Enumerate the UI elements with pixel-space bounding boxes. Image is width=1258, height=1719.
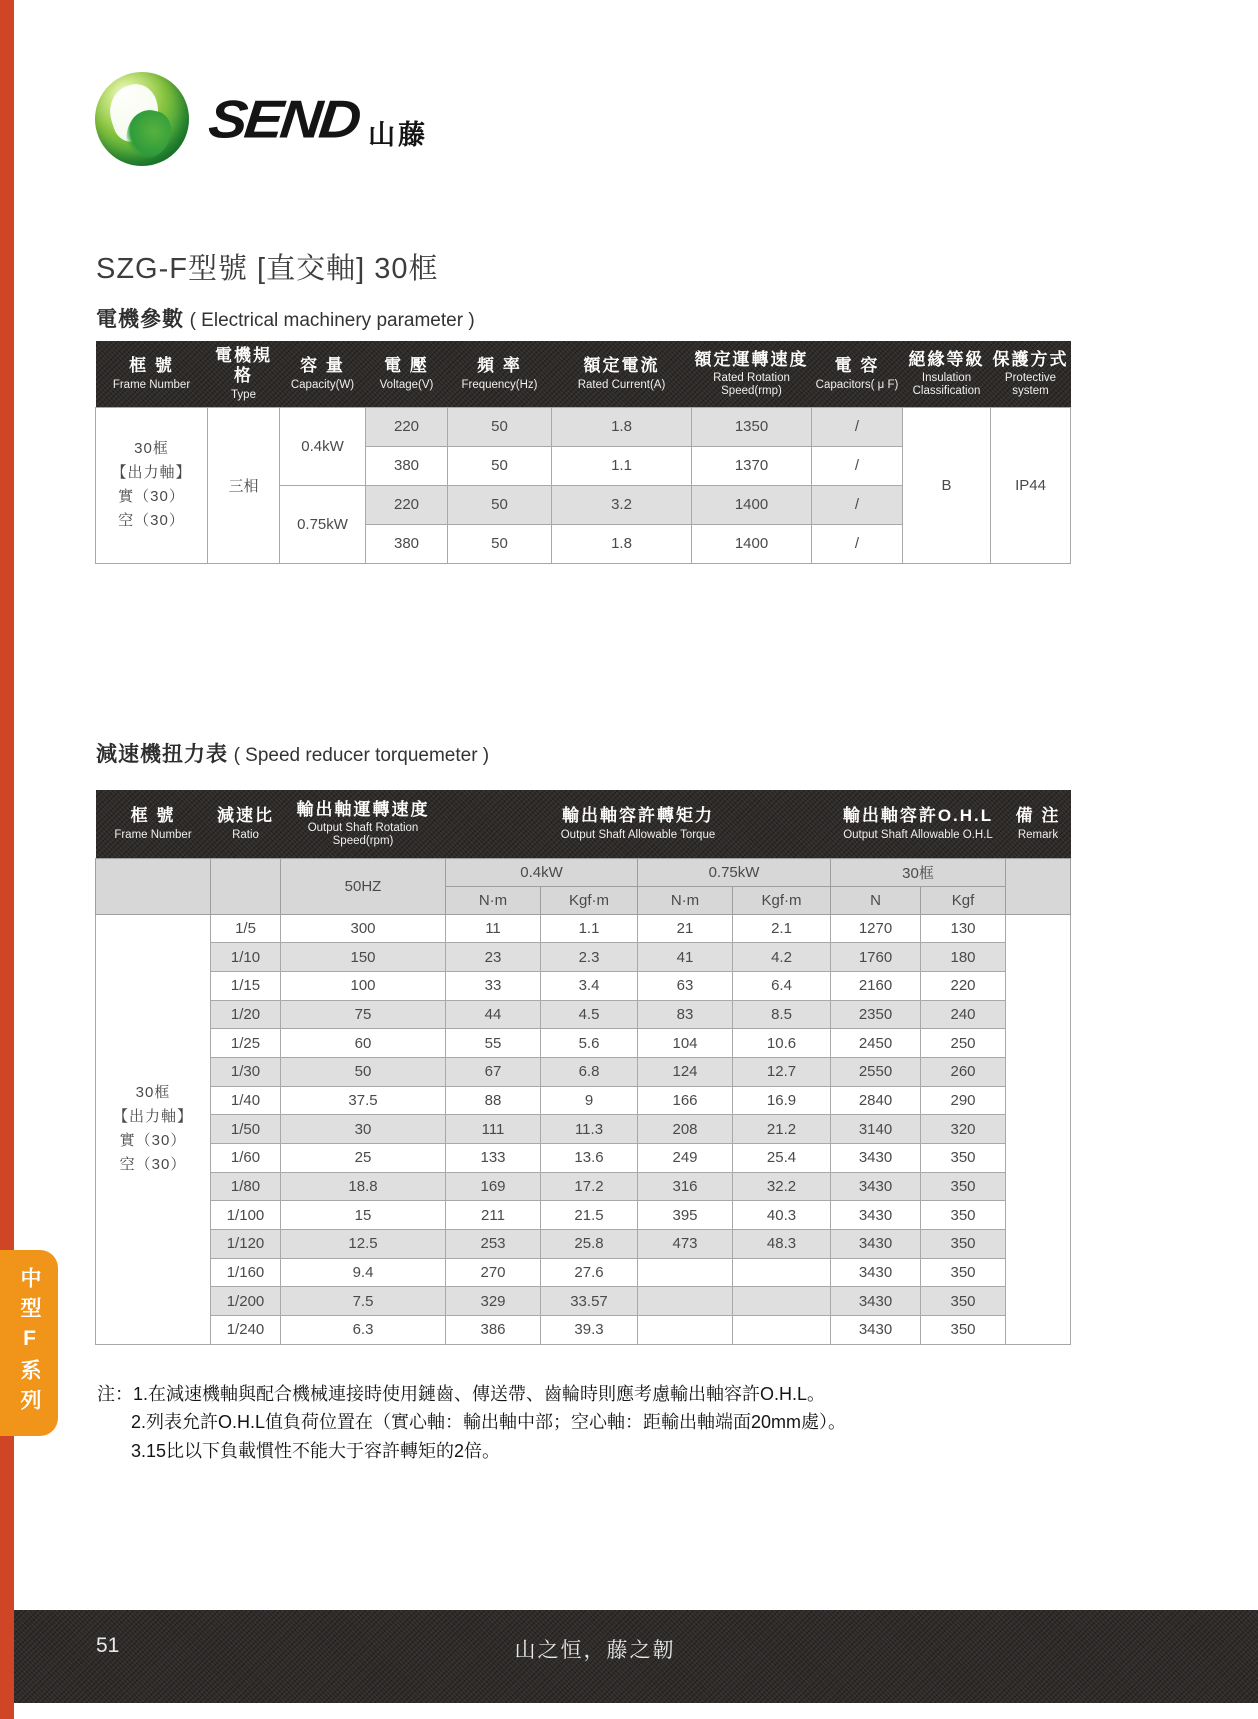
motor-section-title-cjk: 電機參數 xyxy=(96,308,184,331)
torque-075-kgfm-cell xyxy=(733,1316,831,1345)
torque-row xyxy=(96,1230,1071,1259)
col-frequency: 頻 率 Frequency(Hz) xyxy=(461,356,538,391)
torque-075-kgfm-cell: 8.5 xyxy=(733,1000,831,1029)
ohl-kgf-cell: 350 xyxy=(921,1287,1006,1316)
voltage-cell: 220 xyxy=(366,485,448,524)
ohl-kgf-cell: 290 xyxy=(921,1086,1006,1115)
col-capacitors: 電 容 Capacitors( μ F) xyxy=(815,356,899,391)
note-line xyxy=(97,1437,1017,1465)
torque-075-nm-cell: 21 xyxy=(638,914,733,943)
motor-row xyxy=(96,407,1071,446)
speed-cell: 6.3 xyxy=(281,1316,446,1345)
motor-section-heading xyxy=(96,303,475,333)
torque-075-nm-cell: 208 xyxy=(638,1115,733,1144)
torque-04-kgfm-cell: 11.3 xyxy=(541,1115,638,1144)
torque-table xyxy=(95,790,1071,1345)
col-frame-number: 框 號 Frame Number xyxy=(114,806,192,841)
torque-075-nm-cell: 124 xyxy=(638,1057,733,1086)
motor-table-header xyxy=(96,341,1071,407)
subheader-ratio-blank xyxy=(211,858,281,914)
ohl-kgf-cell: 350 xyxy=(921,1230,1006,1259)
capacitor-cell: / xyxy=(812,524,903,563)
torque-row xyxy=(96,914,1071,943)
subheader-30frame: 30框 xyxy=(831,858,1006,886)
torque-row xyxy=(96,1144,1071,1173)
torque-04-kgfm-cell: 39.3 xyxy=(541,1316,638,1345)
torque-075-kgfm-cell: 16.9 xyxy=(733,1086,831,1115)
torque-04-nm-cell: 253 xyxy=(446,1230,541,1259)
torque-04-kgfm-cell: 13.6 xyxy=(541,1144,638,1173)
speed-cell: 300 xyxy=(281,914,446,943)
torque-row xyxy=(96,1316,1071,1345)
torque-row xyxy=(96,1172,1071,1201)
notes-block xyxy=(97,1380,1017,1465)
speed-cell: 9.4 xyxy=(281,1258,446,1287)
torque-row xyxy=(96,1029,1071,1058)
torque-075-kgfm-cell xyxy=(733,1287,831,1316)
torque-row xyxy=(96,1201,1071,1230)
page-edge-strip xyxy=(0,0,14,1719)
motor-parameters-table xyxy=(95,341,1071,564)
ratio-cell: 1/15 xyxy=(211,971,281,1000)
speed-cell: 150 xyxy=(281,943,446,972)
ohl-kgf-cell: 350 xyxy=(921,1172,1006,1201)
torque-04-nm-cell: 23 xyxy=(446,943,541,972)
speed-cell: 37.5 xyxy=(281,1086,446,1115)
ratio-cell: 1/5 xyxy=(211,914,281,943)
torque-075-kgfm-cell: 40.3 xyxy=(733,1201,831,1230)
speed-cell: 25 xyxy=(281,1144,446,1173)
torque-04-nm-cell: 33 xyxy=(446,971,541,1000)
torque-04-nm-cell: 329 xyxy=(446,1287,541,1316)
current-cell: 1.1 xyxy=(552,446,692,485)
torque-row xyxy=(96,1086,1071,1115)
unit-kgfm: Kgf·m xyxy=(541,886,638,914)
torque-04-kgfm-cell: 9 xyxy=(541,1086,638,1115)
torque-075-kgfm-cell: 2.1 xyxy=(733,914,831,943)
ohl-n-cell: 3140 xyxy=(831,1115,921,1144)
current-cell: 1.8 xyxy=(552,407,692,446)
ohl-n-cell: 1760 xyxy=(831,943,921,972)
frequency-cell: 50 xyxy=(448,485,552,524)
current-cell: 1.8 xyxy=(552,524,692,563)
frequency-cell: 50 xyxy=(448,407,552,446)
ohl-n-cell: 2840 xyxy=(831,1086,921,1115)
ohl-kgf-cell: 250 xyxy=(921,1029,1006,1058)
ratio-cell: 1/120 xyxy=(211,1230,281,1259)
torque-row xyxy=(96,1258,1071,1287)
speed-cell: 12.5 xyxy=(281,1230,446,1259)
ohl-n-cell: 1270 xyxy=(831,914,921,943)
page-number: 51 xyxy=(96,1634,120,1657)
torque-04-nm-cell: 55 xyxy=(446,1029,541,1058)
torque-04-kgfm-cell: 3.4 xyxy=(541,971,638,1000)
note-text: 2.列表允許O.H.L值負荷位置在（實心軸：輸出軸中部；空心軸：距輸出軸端面20mm處）。 xyxy=(131,1412,847,1433)
torque-04-kgfm-cell: 5.6 xyxy=(541,1029,638,1058)
insulation-cell: B xyxy=(903,407,991,563)
speed-cell: 75 xyxy=(281,1000,446,1029)
torque-075-kgfm-cell: 25.4 xyxy=(733,1144,831,1173)
brand-logo xyxy=(95,72,428,166)
voltage-cell: 380 xyxy=(366,446,448,485)
torque-04-nm-cell: 88 xyxy=(446,1086,541,1115)
torque-075-nm-cell: 473 xyxy=(638,1230,733,1259)
col-allowable-ohl: 輸出軸容許O.H.L Output Shaft Allowable O.H.L xyxy=(842,806,994,841)
torque-04-kgfm-cell: 17.2 xyxy=(541,1172,638,1201)
torque-section-title-cjk: 減速機扭力表 xyxy=(96,743,228,766)
ohl-n-cell: 3430 xyxy=(831,1201,921,1230)
col-output-speed: 輸出軸運轉速度 Output Shaft Rotation Speed(rpm) xyxy=(296,799,430,847)
ohl-kgf-cell: 350 xyxy=(921,1316,1006,1345)
torque-04-nm-cell: 67 xyxy=(446,1057,541,1086)
torque-075-nm-cell: 83 xyxy=(638,1000,733,1029)
unit-nm: N·m xyxy=(446,886,541,914)
ratio-cell: 1/10 xyxy=(211,943,281,972)
torque-075-nm-cell: 41 xyxy=(638,943,733,972)
torque-075-kgfm-cell: 10.6 xyxy=(733,1029,831,1058)
speed-cell: 18.8 xyxy=(281,1172,446,1201)
ohl-n-cell: 3430 xyxy=(831,1258,921,1287)
torque-075-nm-cell: 316 xyxy=(638,1172,733,1201)
torque-075-kgfm-cell xyxy=(733,1258,831,1287)
page-title: SZG-F型號 [直交軸] 30框 xyxy=(96,253,439,285)
ratio-cell: 1/60 xyxy=(211,1144,281,1173)
capacitor-cell: / xyxy=(812,446,903,485)
ohl-n-cell: 3430 xyxy=(831,1144,921,1173)
unit-kgf: Kgf xyxy=(921,886,1006,914)
torque-04-kgfm-cell: 6.8 xyxy=(541,1057,638,1086)
ohl-n-cell: 3430 xyxy=(831,1316,921,1345)
unit-kgfm: Kgf·m xyxy=(733,886,831,914)
ohl-kgf-cell: 180 xyxy=(921,943,1006,972)
torque-04-kgfm-cell: 1.1 xyxy=(541,914,638,943)
frame-number-cell: 30框 【出力軸】 實（30） 空（30） xyxy=(96,407,208,563)
voltage-cell: 220 xyxy=(366,407,448,446)
torque-075-nm-cell: 104 xyxy=(638,1029,733,1058)
note-label: 注： xyxy=(97,1384,133,1404)
series-side-tab xyxy=(0,1250,58,1436)
ohl-n-cell: 3430 xyxy=(831,1172,921,1201)
capacitor-cell: / xyxy=(812,485,903,524)
torque-075-nm-cell: 395 xyxy=(638,1201,733,1230)
ohl-n-cell: 2160 xyxy=(831,971,921,1000)
ohl-n-cell: 2550 xyxy=(831,1057,921,1086)
torque-04-kgfm-cell: 21.5 xyxy=(541,1201,638,1230)
torque-04-nm-cell: 169 xyxy=(446,1172,541,1201)
torque-04-nm-cell: 270 xyxy=(446,1258,541,1287)
ohl-kgf-cell: 240 xyxy=(921,1000,1006,1029)
speed-cell: 30 xyxy=(281,1115,446,1144)
speed-cell: 50 xyxy=(281,1057,446,1086)
col-frame-number: 框 號 Frame Number xyxy=(112,356,191,391)
ratio-cell: 1/100 xyxy=(211,1201,281,1230)
speed-cell: 7.5 xyxy=(281,1287,446,1316)
col-capacity: 容 量 Capacity(W) xyxy=(290,356,355,391)
frequency-cell: 50 xyxy=(448,446,552,485)
torque-04-nm-cell: 386 xyxy=(446,1316,541,1345)
subheader-04kw: 0.4kW xyxy=(446,858,638,886)
torque-row xyxy=(96,943,1071,972)
torque-row xyxy=(96,1115,1071,1144)
ohl-kgf-cell: 260 xyxy=(921,1057,1006,1086)
voltage-cell: 380 xyxy=(366,524,448,563)
torque-075-kgfm-cell: 32.2 xyxy=(733,1172,831,1201)
torque-04-nm-cell: 133 xyxy=(446,1144,541,1173)
ohl-n-cell: 3430 xyxy=(831,1230,921,1259)
torque-075-kgfm-cell: 21.2 xyxy=(733,1115,831,1144)
torque-table-body xyxy=(96,914,1071,1344)
send-globe-icon xyxy=(95,72,189,166)
capacity-cell: 0.4kW xyxy=(280,407,366,485)
protective-cell: IP44 xyxy=(991,407,1071,563)
ratio-cell: 1/30 xyxy=(211,1057,281,1086)
ohl-n-cell: 3430 xyxy=(831,1287,921,1316)
col-protective: 保護方式 Protective system xyxy=(992,349,1069,398)
speed-cell: 15 xyxy=(281,1201,446,1230)
torque-075-kgfm-cell: 12.7 xyxy=(733,1057,831,1086)
footer-slogan: 山之恒，藤之韌 xyxy=(514,1639,676,1662)
torque-04-kgfm-cell: 2.3 xyxy=(541,943,638,972)
speed-cell: 1350 xyxy=(692,407,812,446)
speed-cell: 1400 xyxy=(692,524,812,563)
col-type: 電機規格 Type xyxy=(215,346,272,401)
type-cell: 三相 xyxy=(208,407,280,563)
col-voltage: 電 壓 Voltage(V) xyxy=(379,356,434,391)
torque-section-heading xyxy=(96,738,489,768)
note-text: 1.在減速機軸與配合機械連接時使用鏈齒、傳送帶、齒輪時則應考慮輸出軸容許O.H.L。 xyxy=(133,1384,826,1404)
current-cell: 3.2 xyxy=(552,485,692,524)
subheader-075kw: 0.75kW xyxy=(638,858,831,886)
subheader-frame-blank xyxy=(96,858,211,914)
torque-section-title-en: ( Speed reducer torquemeter ) xyxy=(233,745,490,766)
torque-row xyxy=(96,1000,1071,1029)
ohl-n-cell: 2350 xyxy=(831,1000,921,1029)
note-line xyxy=(97,1408,1017,1436)
frame-number-cell: 30框 【出力軸】 實（30） 空（30） xyxy=(96,914,211,1344)
ratio-cell: 1/200 xyxy=(211,1287,281,1316)
torque-row xyxy=(96,1057,1071,1086)
torque-075-nm-cell: 249 xyxy=(638,1144,733,1173)
ratio-cell: 1/240 xyxy=(211,1316,281,1345)
brand-wordmark-cjk: 山藤 xyxy=(368,119,429,150)
torque-04-nm-cell: 11 xyxy=(446,914,541,943)
speed-cell: 1370 xyxy=(692,446,812,485)
ohl-kgf-cell: 350 xyxy=(921,1144,1006,1173)
col-remark: 備 注 Remark xyxy=(1015,806,1061,841)
speed-cell: 100 xyxy=(281,971,446,1000)
ohl-n-cell: 2450 xyxy=(831,1029,921,1058)
torque-04-nm-cell: 44 xyxy=(446,1000,541,1029)
torque-row xyxy=(96,1287,1071,1316)
ratio-cell: 1/20 xyxy=(211,1000,281,1029)
speed-cell: 60 xyxy=(281,1029,446,1058)
col-allowable-torque: 輸出軸容許轉矩力 Output Shaft Allowable Torque xyxy=(560,806,716,841)
col-rated-current: 額定電流 Rated Current(A) xyxy=(577,356,666,391)
remark-cell xyxy=(1006,914,1071,1344)
torque-04-kgfm-cell: 33.57 xyxy=(541,1287,638,1316)
capacitor-cell: / xyxy=(812,407,903,446)
torque-04-nm-cell: 211 xyxy=(446,1201,541,1230)
torque-04-nm-cell: 111 xyxy=(446,1115,541,1144)
torque-075-kgfm-cell: 4.2 xyxy=(733,943,831,972)
torque-04-kgfm-cell: 25.8 xyxy=(541,1230,638,1259)
col-rated-speed: 額定運轉速度 Rated Rotation Speed(rmp) xyxy=(694,349,809,398)
frequency-cell: 50 xyxy=(448,524,552,563)
ratio-cell: 1/50 xyxy=(211,1115,281,1144)
page-footer xyxy=(0,1610,1258,1703)
ohl-kgf-cell: 350 xyxy=(921,1258,1006,1287)
ratio-cell: 1/160 xyxy=(211,1258,281,1287)
unit-nm: N·m xyxy=(638,886,733,914)
subheader-50hz: 50HZ xyxy=(281,858,446,914)
capacity-cell: 0.75kW xyxy=(280,485,366,563)
brand-wordmark: SEND xyxy=(205,89,362,149)
torque-075-nm-cell: 63 xyxy=(638,971,733,1000)
subheader-remark-blank xyxy=(1006,858,1071,914)
series-side-tab-label: 中型F系列 xyxy=(18,1267,41,1419)
note-line xyxy=(97,1380,1017,1408)
torque-04-kgfm-cell: 27.6 xyxy=(541,1258,638,1287)
torque-075-kgfm-cell: 48.3 xyxy=(733,1230,831,1259)
torque-075-nm-cell xyxy=(638,1316,733,1345)
torque-075-nm-cell xyxy=(638,1287,733,1316)
ratio-cell: 1/25 xyxy=(211,1029,281,1058)
motor-parameters-table-wrap xyxy=(95,341,1071,564)
torque-table-wrap xyxy=(95,790,1071,1345)
ratio-cell: 1/40 xyxy=(211,1086,281,1115)
col-insulation: 絕緣等級 Insulation Classification xyxy=(908,349,985,398)
note-text: 3.15比以下負載慣性不能大于容許轉矩的2倍。 xyxy=(131,1440,501,1461)
torque-075-nm-cell: 166 xyxy=(638,1086,733,1115)
torque-04-kgfm-cell: 4.5 xyxy=(541,1000,638,1029)
ratio-cell: 1/80 xyxy=(211,1172,281,1201)
speed-cell: 1400 xyxy=(692,485,812,524)
ohl-kgf-cell: 320 xyxy=(921,1115,1006,1144)
torque-table-header xyxy=(96,790,1071,914)
ohl-kgf-cell: 350 xyxy=(921,1201,1006,1230)
ohl-kgf-cell: 220 xyxy=(921,971,1006,1000)
torque-075-kgfm-cell: 6.4 xyxy=(733,971,831,1000)
ohl-kgf-cell: 130 xyxy=(921,914,1006,943)
motor-section-title-en: ( Electrical machinery parameter ) xyxy=(189,310,475,331)
torque-075-nm-cell xyxy=(638,1258,733,1287)
torque-row xyxy=(96,971,1071,1000)
unit-n: N xyxy=(831,886,921,914)
col-ratio: 減速比 Ratio xyxy=(217,806,274,841)
